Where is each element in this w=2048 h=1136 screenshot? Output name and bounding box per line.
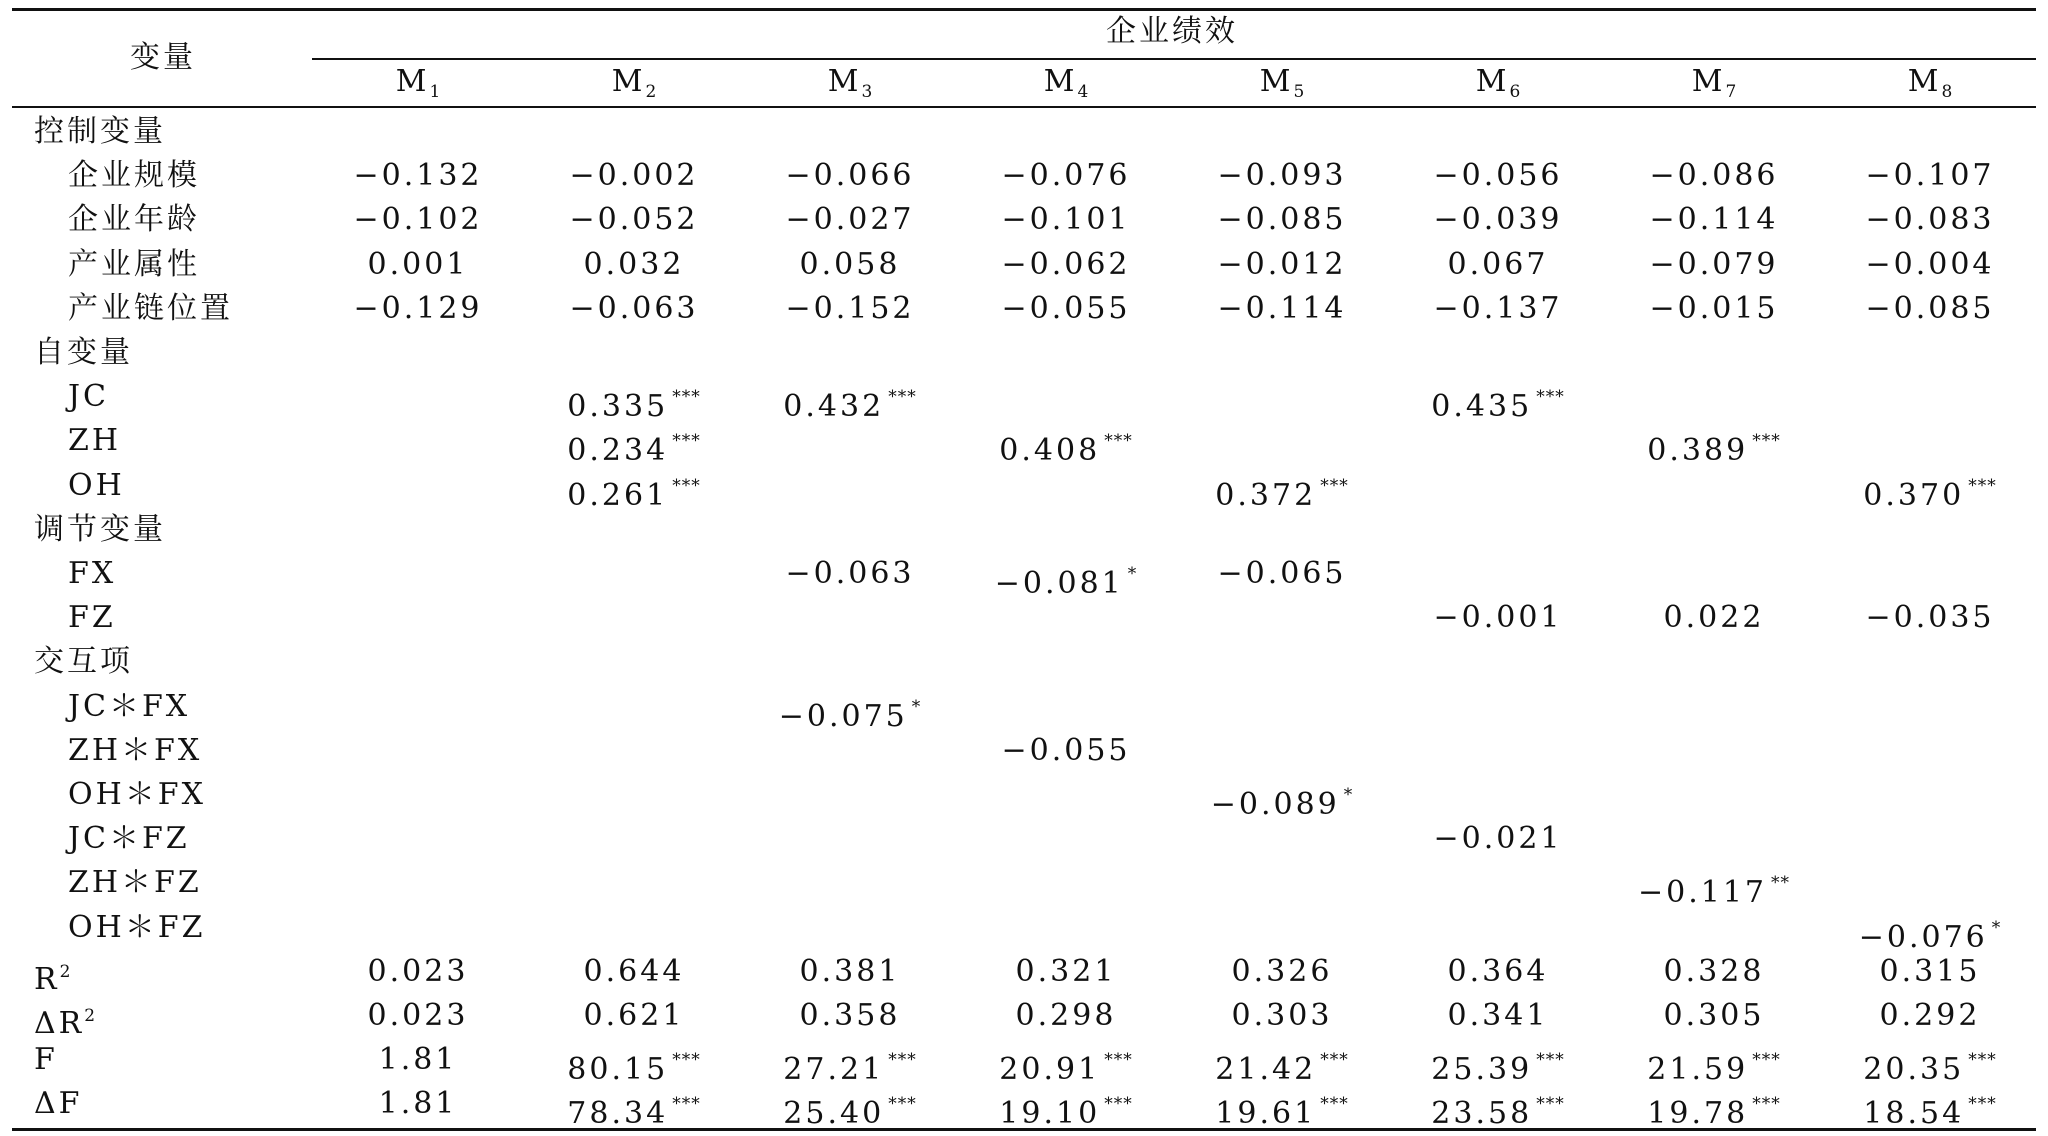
model-header-5: $M_5$: [1259, 64, 1305, 102]
table-cell: −0.102: [353, 202, 483, 238]
significance-mark: ***: [888, 1094, 917, 1115]
table-cell: −0.012: [1217, 246, 1347, 282]
significance-mark: ***: [672, 1050, 701, 1071]
row-label: FZ: [68, 600, 116, 636]
significance-mark: ***: [1536, 1050, 1565, 1071]
table-cell: −0.076 *: [1858, 917, 2002, 955]
row-label: OH＊FZ: [68, 909, 206, 945]
section-label: 交互项: [34, 644, 133, 680]
table-cell: 0.305: [1663, 998, 1765, 1033]
table-cell: 78.34 ***: [567, 1094, 701, 1132]
table-cell: 25.40 ***: [783, 1094, 917, 1132]
table-cell: 0.341: [1447, 998, 1549, 1033]
significance-mark: ***: [1752, 1094, 1781, 1115]
table-cell: −0.132: [353, 158, 483, 194]
table-cell: −0.001: [1433, 600, 1563, 636]
table-cell: 0.023: [367, 998, 469, 1033]
table-cell: −0.089 *: [1210, 785, 1354, 822]
group-header: 企业绩效: [1106, 14, 1238, 49]
table-cell: 0.408 ***: [999, 431, 1133, 469]
significance-mark: ***: [1320, 475, 1349, 496]
table-cell: −0.114: [1217, 290, 1347, 326]
table-cell: −0.114: [1649, 202, 1779, 238]
row-label: JC＊FZ: [68, 821, 190, 857]
table-cell: 80.15 ***: [567, 1050, 701, 1088]
table-cell: −0.137: [1433, 290, 1563, 326]
table-cell: 0.381: [799, 953, 901, 989]
section-label: 调节变量: [34, 511, 166, 547]
model-header-6: $M_6$: [1475, 64, 1521, 102]
table-cell: 0.435 ***: [1431, 387, 1565, 425]
table-cell: 0.023: [367, 953, 469, 989]
top-rule: [12, 8, 2036, 11]
row-label: ZH: [68, 423, 122, 459]
table-cell: −0.002: [569, 158, 699, 194]
table-cell: 23.58 ***: [1431, 1094, 1565, 1132]
significance-mark: ***: [1752, 431, 1781, 452]
row-label: 企业年龄: [68, 202, 200, 238]
row-label: $\Delta R^2$: [34, 1006, 96, 1041]
row-label: FX: [68, 556, 117, 591]
table-cell: −0.079: [1649, 246, 1779, 282]
model-header-7: $M_7$: [1691, 64, 1737, 102]
significance-mark: ***: [888, 1050, 917, 1071]
table-cell: 0.432 ***: [783, 387, 917, 425]
table-cell: −0.035: [1865, 600, 1995, 636]
row-label: ΔF: [34, 1086, 83, 1122]
table-cell: −0.081 *: [994, 564, 1138, 601]
table-cell: 0.303: [1231, 998, 1333, 1033]
table-cell: −0.085: [1217, 202, 1347, 238]
row-label: JC＊FX: [68, 688, 191, 724]
table-cell: −0.027: [785, 202, 915, 238]
table-cell: 0.292: [1879, 998, 1981, 1033]
table-cell: −0.039: [1433, 202, 1563, 238]
significance-mark: *: [1343, 785, 1354, 805]
table-cell: 0.298: [1015, 998, 1117, 1033]
model-header-1: $M_1$: [395, 64, 441, 102]
model-header-4: $M_4$: [1043, 64, 1089, 102]
significance-mark: ***: [672, 431, 701, 452]
row-label: JC: [68, 379, 109, 415]
table-cell: −0.063: [569, 290, 699, 326]
significance-mark: ***: [1536, 1094, 1565, 1115]
significance-mark: ***: [1536, 387, 1565, 408]
table-cell: −0.056: [1433, 158, 1563, 194]
section-label: 自变量: [34, 335, 133, 370]
row-label: 企业规模: [68, 158, 200, 194]
table-cell: 20.35 ***: [1863, 1050, 1997, 1088]
table-cell: 27.21 ***: [783, 1050, 917, 1088]
group-rule: [312, 58, 2036, 60]
table-cell: 0.067: [1447, 246, 1549, 282]
model-header-8: $M_8$: [1907, 64, 1953, 102]
table-cell: 19.61 ***: [1215, 1094, 1349, 1132]
significance-mark: ***: [1320, 1050, 1349, 1071]
table-cell: 0.001: [367, 246, 469, 282]
table-cell: −0.055: [1001, 290, 1131, 326]
table-cell: −0.065: [1217, 556, 1347, 591]
table-cell: −0.015: [1649, 290, 1779, 326]
significance-mark: ***: [1752, 1050, 1781, 1071]
significance-mark: ***: [1968, 1094, 1997, 1115]
table-cell: 0.335 ***: [567, 387, 701, 425]
significance-mark: ***: [672, 1094, 701, 1115]
significance-mark: ***: [1104, 431, 1133, 452]
section-label: 控制变量: [34, 114, 166, 149]
table-cell: −0.107: [1865, 158, 1995, 194]
table-cell: 25.39 ***: [1431, 1050, 1565, 1088]
significance-mark: *: [1127, 564, 1138, 584]
row-label: F: [34, 1042, 58, 1078]
table-cell: −0.062: [1001, 246, 1131, 282]
table-cell: 21.59 ***: [1647, 1050, 1781, 1088]
significance-mark: **: [1771, 873, 1791, 894]
table-cell: 19.10 ***: [999, 1094, 1133, 1132]
table-cell: 0.058: [799, 246, 901, 282]
table-cell: 0.364: [1447, 953, 1549, 989]
significance-mark: ***: [672, 387, 701, 408]
table-cell: 0.372 ***: [1215, 475, 1349, 513]
table-cell: −0.075 *: [778, 696, 922, 734]
significance-mark: *: [911, 696, 922, 717]
row-label: OH: [68, 467, 125, 503]
significance-mark: ***: [1104, 1094, 1133, 1115]
table-cell: −0.052: [569, 202, 699, 238]
model-header-3: $M_3$: [827, 64, 873, 102]
table-cell: 0.261 ***: [567, 475, 701, 513]
significance-mark: ***: [672, 475, 701, 496]
table-cell: 18.54 ***: [1863, 1094, 1997, 1132]
table-cell: 1.81: [378, 1086, 458, 1122]
table-cell: 0.644: [583, 953, 685, 989]
table-cell: 1.81: [378, 1042, 458, 1078]
table-cell: −0.117 **: [1637, 873, 1791, 911]
table-cell: −0.004: [1865, 246, 1995, 282]
table-cell: −0.083: [1865, 202, 1995, 238]
table-cell: 0.032: [583, 246, 685, 282]
table-cell: −0.063: [785, 556, 915, 591]
row-label: ZH＊FZ: [68, 865, 202, 901]
table-cell: 0.321: [1015, 953, 1117, 989]
table-cell: −0.129: [353, 290, 483, 326]
table-cell: 0.621: [583, 998, 685, 1033]
variable-header: 变量: [130, 40, 196, 75]
significance-mark: *: [1991, 917, 2002, 938]
table-cell: 0.370 ***: [1863, 475, 1997, 513]
row-label: 产业链位置: [68, 290, 233, 326]
table-cell: −0.152: [785, 290, 915, 326]
table-cell: −0.086: [1649, 158, 1779, 194]
row-label: $R^2$: [34, 961, 71, 997]
table-cell: 20.91 ***: [999, 1050, 1133, 1088]
significance-mark: ***: [1968, 475, 1997, 496]
table-cell: 0.358: [799, 998, 901, 1033]
table-cell: −0.021: [1433, 821, 1563, 857]
significance-mark: ***: [1104, 1050, 1133, 1071]
table-cell: −0.093: [1217, 158, 1347, 194]
model-header-2: $M_2$: [611, 64, 657, 102]
table-cell: 0.328: [1663, 953, 1765, 989]
table-cell: −0.055: [1001, 732, 1131, 768]
table-cell: 0.389 ***: [1647, 431, 1781, 469]
table-cell: 0.022: [1663, 600, 1765, 636]
table-cell: −0.085: [1865, 290, 1995, 326]
table-cell: −0.101: [1001, 202, 1131, 238]
significance-mark: ***: [888, 387, 917, 408]
table-cell: 0.315: [1879, 953, 1981, 989]
table-cell: 19.78 ***: [1647, 1094, 1781, 1132]
table-cell: 21.42 ***: [1215, 1050, 1349, 1088]
significance-mark: ***: [1320, 1094, 1349, 1115]
table-cell: −0.066: [785, 158, 915, 194]
table-cell: −0.076: [1001, 158, 1131, 194]
table-cell: 0.326: [1231, 953, 1333, 989]
significance-mark: ***: [1968, 1050, 1997, 1071]
row-label: OH＊FX: [68, 777, 206, 812]
row-label: ZH＊FX: [68, 732, 203, 768]
table-cell: 0.234 ***: [567, 431, 701, 469]
row-label: 产业属性: [68, 246, 200, 282]
